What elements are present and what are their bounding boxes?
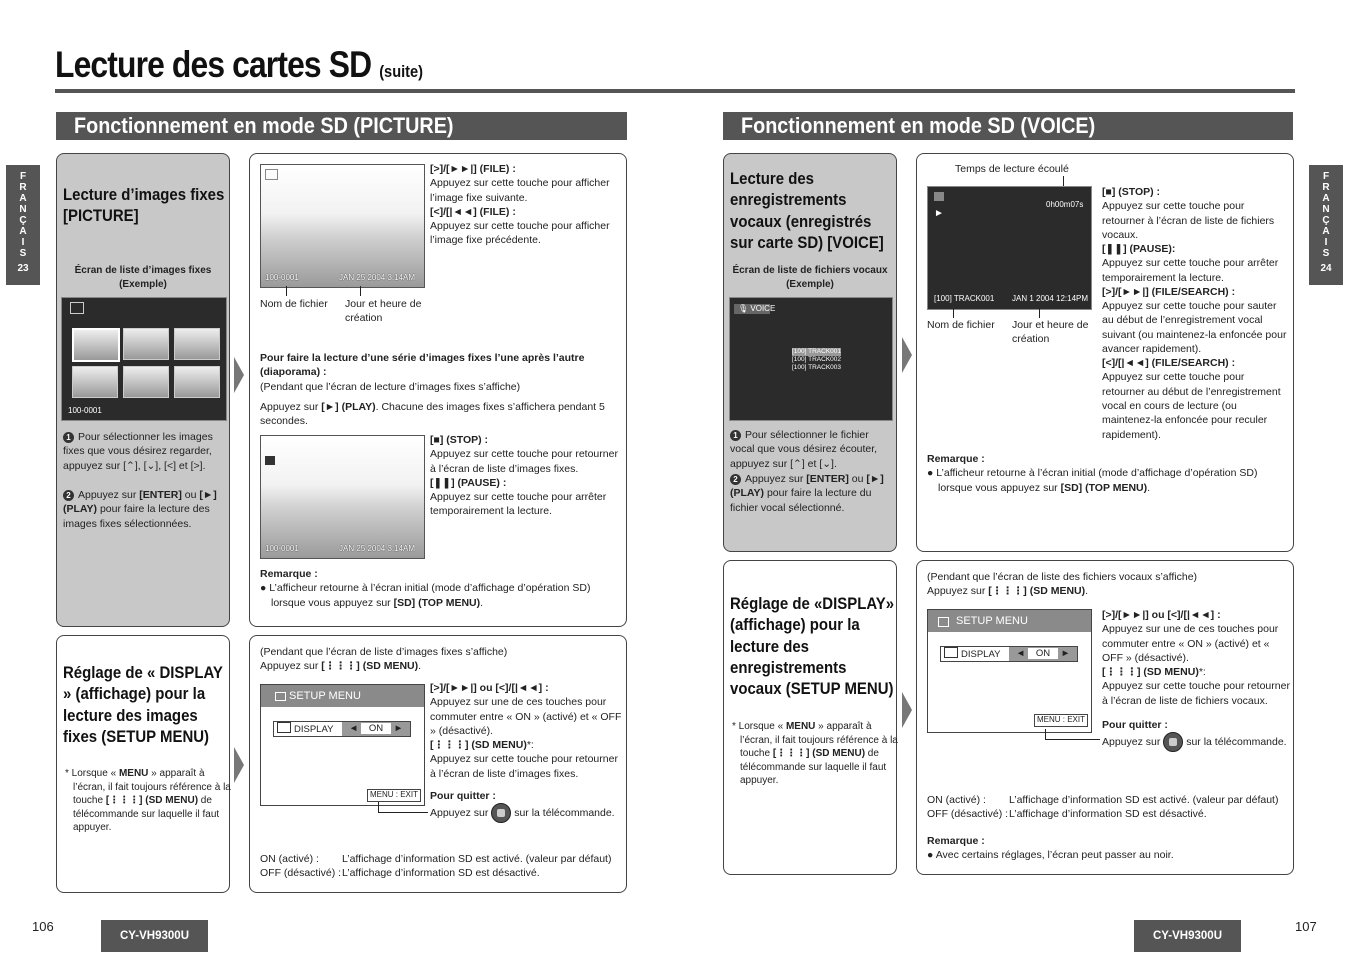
leader-line [1045, 729, 1046, 739]
voice-display-detail [916, 560, 1294, 875]
voice-panel [723, 153, 897, 552]
picture-detail-panel [249, 153, 627, 627]
camera-icon [275, 692, 286, 701]
label-file-name: Nom de fichier [260, 298, 328, 310]
flow-arrow-icon [234, 747, 244, 783]
voice-play-screen [927, 186, 1092, 310]
track-list [792, 348, 841, 372]
page-title-suffix: (suite) [379, 62, 424, 81]
screen-date-label: JAN 25 2004 3:14AM [339, 544, 416, 553]
voice-label: 🎙 VOICE [738, 304, 776, 313]
picture-step-2: 2 Appuyez sur [ENTER] ou [►] (PLAY) pour faire la lecture des images fixes sélectionnées. [63, 489, 217, 530]
picture-display-note: * Lorsque « MENU » apparaît à l’écran, il fait toujours référence à la touche [⋮⋮⋮] (SD MENU) de télécommande sur laquelle il faut appuyer. [65, 768, 231, 834]
leader-line [378, 802, 379, 812]
picture-display-panel [56, 635, 230, 893]
screen-file-label: [100] TRACK001 [934, 294, 995, 303]
sd-menu-button-icon [491, 803, 511, 823]
flow-arrow-icon [902, 337, 912, 373]
voice-heading: Lecture des enregistrements vocaux (enregistrés sur carte SD) [VOICE] [730, 169, 884, 252]
voice-keys-block: [■] (STOP) : Appuyez sur cette touche pour retourner à l’écran de liste de fichiers vocaux. [❚❚] (PAUSE): Appuyez sur cette touche pour arrêter temporairement la lecture. [>]/[►►|] (FILE/SEARCH) : Appuyez sur cette touche pour sauter au début de l’enregistrement vocal suivant (ou maintenez-la enfoncée pour avancer rapidement). [<]/[|◄◄] (FILE/SEARCH) : Appuyez sur cette touche pour retourner au début de l’enregistrement vocal en cours de lecture (ou maintenez-la enfoncée pour reculer rapidement). [1102, 186, 1287, 441]
leader-line [360, 286, 361, 296]
picture-step-1: 1 Pour sélectionner les images fixes que vous désirez regarder, appuyez sur [⌃], [⌄], [<] et [>]. [63, 431, 213, 472]
menu-row-display[interactable]: DISPLAY ◄ ON ► [940, 646, 1078, 662]
page-number-right: 107 [1295, 919, 1317, 934]
thumbnail[interactable] [174, 328, 220, 360]
slideshow-icon [265, 456, 275, 465]
voice-step-2: 2 Appuyez sur [ENTER] ou [►] (PLAY) pour faire la lecture du fichier vocal sélectionné. [730, 473, 884, 514]
menu-value[interactable]: ◄ ON ► [342, 722, 410, 736]
voice-remark: Remarque : ● L’afficheur retourne à l’écran initial (mode d’affichage d’opération SD) lorsque vous appuyez sur [SD] (TOP MENU). [927, 453, 1258, 494]
picture-heading: Lecture d’images fixes [PICTURE] [63, 185, 225, 226]
mic-icon: 🎙 [738, 304, 749, 313]
model-badge-left: CY-VH9300U [101, 920, 208, 952]
leader-line [1039, 308, 1040, 318]
voice-detail-panel [916, 153, 1294, 552]
display-remark: Remarque : ● Avec certains réglages, l’écran peut passer au noir. [927, 835, 1174, 862]
menu-header: SETUP MENU [928, 610, 1091, 632]
play-icon: ► [934, 208, 944, 219]
thumbnail[interactable] [123, 366, 169, 398]
menu-value[interactable]: ◄ ON ► [1009, 647, 1077, 661]
leader-line [953, 308, 954, 318]
stop-pause-block: [■] (STOP) : Appuyez sur cette touche pour retourner à l’écran de liste d’images fixes. [❚❚] (PAUSE) : Appuyez sur cette touche pour arrêter temporairement la lecture. [430, 434, 618, 518]
step-number: 1 [730, 430, 741, 441]
on-off-definitions: ON (activé) : L’affichage d’information SD est activé. (valeur par défaut) OFF (désactivé) :L’affichage d’information SD est désactivé. [260, 853, 612, 880]
mic-icon [934, 192, 944, 201]
picture-list-screen [61, 297, 227, 421]
flow-arrow-icon [902, 692, 912, 728]
display-keys-block: [>]/[►►|] ou [<]/[|◄◄] : Appuyez sur une de ces touches pour commuter entre « ON » (activé) et « OFF » (désactivé). [⋮⋮⋮] (SD MENU)*: Appuyez sur cette touche pour retourner à l’écran de liste de fichiers vocaux. Pour quitter : Appuyez sur sur la télécommande. [1102, 608, 1290, 752]
language-tab-right [1309, 165, 1343, 285]
label-date: Jour et heure de création [345, 298, 422, 325]
tab-letters: F R A N Ç A I S [1322, 171, 1330, 259]
setup-menu-screen [260, 684, 425, 806]
track-item[interactable]: [100] TRACK003 [792, 364, 842, 371]
display-intro: (Pendant que l’écran de liste d’images fixes s’affiche) Appuyez sur [⋮⋮⋮] (SD MENU). [260, 646, 508, 673]
camera-icon [70, 302, 84, 314]
tab-number: 23 [17, 263, 29, 274]
thumbnail[interactable] [72, 328, 120, 362]
track-item[interactable]: [100] TRACK001 [792, 348, 842, 355]
screen-file-label: 100-0001 [265, 273, 299, 282]
display-intro: (Pendant que l’écran de liste des fichiers vocaux s’affiche) Appuyez sur [⋮⋮⋮] (SD MENU). [927, 571, 1198, 598]
leader-line [286, 286, 287, 296]
picture-play-screen [260, 164, 425, 288]
screen-file-label: 100-0001 [265, 544, 299, 553]
thumbnail[interactable] [72, 366, 118, 398]
page-title: Lecture des cartes SD (suite) [55, 44, 424, 85]
page-number-left: 106 [32, 919, 54, 934]
picture-display-heading: Réglage de « DISPLAY » (affichage) pour la lecture des images fixes (SETUP MENU) [63, 663, 223, 746]
picture-display-detail [249, 635, 627, 893]
voice-display-note: * Lorsque « MENU » apparaît à l’écran, il fait toujours référence à la touche [⋮⋮⋮] (SD MENU) de télécommande sur laquelle il faut appuyer. [732, 721, 898, 787]
tab-letters: F R A N Ç A I S [19, 171, 27, 259]
step-number: 1 [63, 432, 74, 443]
on-off-definitions: ON (activé) : L’affichage d’information SD est activé. (valeur par défaut) OFF (désactivé) :L’affichage d’information SD est désactivé. [927, 794, 1279, 821]
voice-step-1: 1 Pour sélectionner le fichier vocal que vous désirez écouter, appuyez sur [⌃] et [⌄]. [730, 429, 878, 470]
screen-file-label: 100-0001 [68, 406, 102, 415]
voice-list-screen [729, 297, 893, 421]
tab-number: 24 [1320, 263, 1332, 274]
screen-date-label: JAN 25 2004 3:14AM [339, 273, 416, 282]
thumbnail[interactable] [123, 328, 169, 360]
language-tab-left [6, 165, 40, 285]
thumbnail[interactable] [174, 366, 220, 398]
screen-date-label: JAN 1 2004 12:14PM [1012, 294, 1089, 303]
mic-icon [938, 617, 949, 627]
title-rule [55, 89, 1295, 93]
file-keys-block: [>]/[►►|] (FILE) : Appuyez sur cette touche pour afficher l’image fixe suivante. [<]/[|◄◄] (FILE) : Appuyez sur cette touche pour afficher l’image fixe précédente. [430, 163, 610, 247]
step-number: 2 [63, 490, 74, 501]
setup-menu-screen [927, 609, 1092, 733]
leader-line [1045, 739, 1100, 740]
picture-panel [56, 153, 230, 627]
display-icon [277, 722, 291, 733]
picture-remark: Remarque : ● L’afficheur retourne à l’écran initial (mode d’affichage d’opération SD) lorsque vous appuyez sur [SD] (TOP MENU). [260, 568, 591, 609]
label-date: Jour et heure de création [1012, 319, 1089, 346]
display-keys-block: [>]/[►►|] ou [<]/[|◄◄] : Appuyez sur une de ces touches pour commuter entre « ON » (activé) et « OFF » (désactivé). [⋮⋮⋮] (SD MENU)*: Appuyez sur cette touche pour retourner à l’écran de liste d’images fixes. Pour quitter : Appuyez sur sur la télécommande. [430, 681, 622, 823]
display-icon [944, 647, 958, 658]
menu-exit-hint: MENU : EXIT [367, 789, 421, 802]
slideshow-screen [260, 435, 425, 559]
model-badge-right: CY-VH9300U [1134, 920, 1241, 952]
step-number: 2 [730, 474, 741, 485]
menu-header: SETUP MENU [261, 685, 424, 707]
track-item[interactable]: [100] TRACK002 [792, 356, 842, 363]
camera-icon [265, 169, 278, 180]
leader-line [378, 812, 428, 813]
elapsed-time-label: Temps de lecture écoulé [955, 163, 1069, 175]
picture-screen-caption: Écran de liste d’images fixes (Exemple) [74, 265, 212, 290]
banner-picture: Fonctionnement en mode SD (PICTURE) [56, 112, 627, 140]
elapsed-time: 0h00m07s [1046, 200, 1084, 209]
voice-screen-caption: Écran de liste de fichiers vocaux (Exemple) [732, 265, 888, 290]
menu-row-display[interactable]: DISPLAY ◄ ON ► [273, 721, 411, 737]
slideshow-instruction: Appuyez sur [►] (PLAY). Chacune des images fixes s’affichera pendant 5 secondes. [260, 401, 605, 428]
flow-arrow-icon [234, 357, 244, 393]
sd-menu-button-icon [1163, 732, 1183, 752]
slideshow-block: Pour faire la lecture d’une série d’images fixes l’une après l’autre (diaporama) : (Pendant que l’écran de lecture d’images fixes s’affiche) [260, 352, 585, 393]
voice-display-panel [723, 560, 897, 875]
menu-exit-hint: MENU : EXIT [1034, 714, 1088, 727]
voice-display-heading: Réglage de «DISPLAY» (affichage) pour la lecture des enregistrements vocaux (SETUP MENU) [730, 594, 895, 698]
label-file-name: Nom de fichier [927, 319, 995, 331]
banner-voice: Fonctionnement en mode SD (VOICE) [723, 112, 1293, 140]
